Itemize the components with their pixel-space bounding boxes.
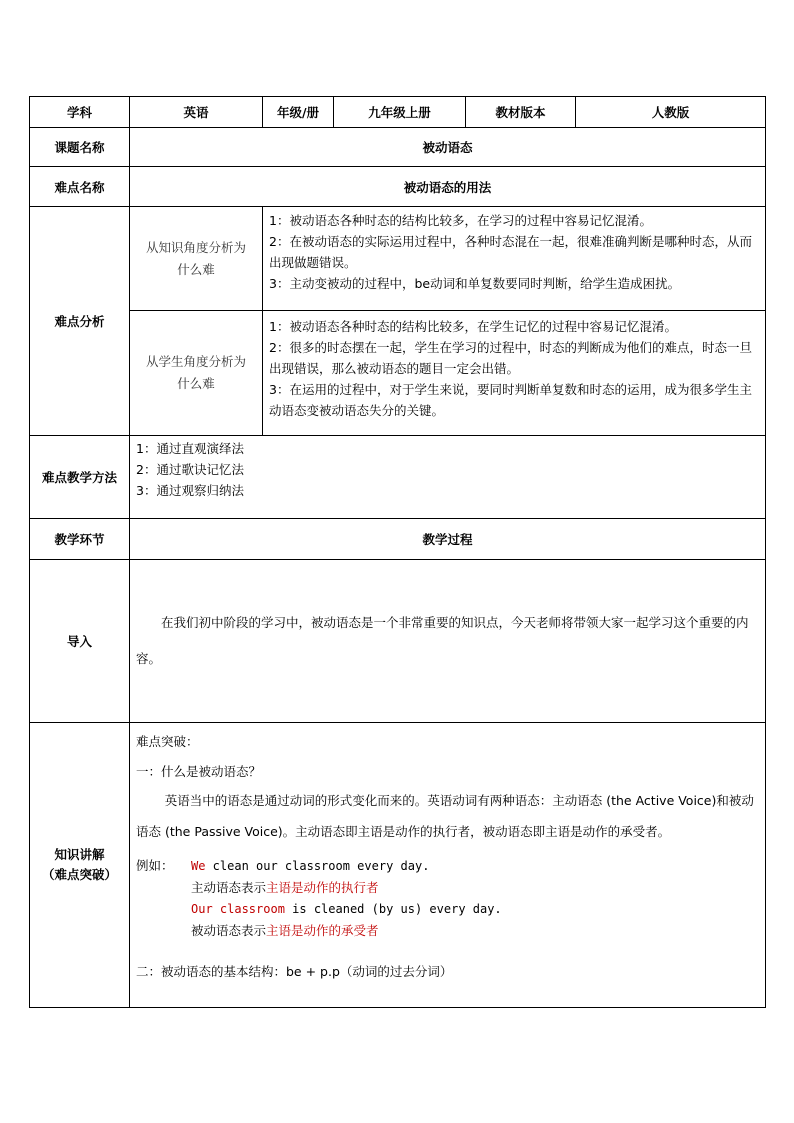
knowledge-angle-content (263, 207, 766, 311)
process-header-row (30, 519, 766, 560)
knowledge-angle-line-3: 3：主动变被动的过程中，be动词和单复数要同时判断，给学生造成困扰。 (269, 276, 681, 291)
lesson-plan-table (29, 96, 766, 1008)
methods-label: 难点教学方法 (30, 436, 130, 519)
example-2-note-highlight: 主语是动作的承受者 (266, 923, 379, 938)
student-angle-line-2: 2：很多的时态摆在一起，学生在学习的过程中，时态的判断成为他们的难点，时态一旦出现错误，那么被动语态的题目一定会出错。 (269, 340, 752, 376)
topic-value: 被动语态 (130, 128, 766, 167)
method-item: 2：通过歌诀记忆法 (136, 462, 244, 477)
example-block (136, 855, 759, 941)
example-1-note-highlight: 主语是动作的执行者 (266, 880, 379, 895)
example-2-subject: Our classroom (191, 902, 285, 916)
example-2-note-prefix: 被动语态表示 (191, 923, 267, 938)
example-1-subject: We (191, 859, 206, 873)
intro-row (30, 560, 766, 723)
example-note-1 (136, 877, 759, 898)
process-label: 教学过程 (130, 519, 766, 560)
example-sentence-2 (136, 898, 759, 920)
analysis-student-row (30, 311, 766, 436)
example-1-rest: clean our classroom every day. (205, 859, 430, 873)
difficulty-row (30, 167, 766, 207)
student-angle-line-1: 1：被动语态各种时态的结构比较多，在学生记忆的过程中容易记忆混淆。 (269, 319, 677, 334)
knowledge-angle-label: 从知识角度分析为什么难 (130, 207, 263, 311)
grade-label: 年级/册 (263, 97, 334, 128)
knowledge-label-line-2: （难点突破） (41, 867, 117, 882)
subject-label: 学科 (30, 97, 130, 128)
difficulty-label: 难点名称 (30, 167, 130, 207)
analysis-label: 难点分析 (30, 207, 130, 436)
topic-label: 课题名称 (30, 128, 130, 167)
intro-label: 导入 (30, 560, 130, 723)
student-angle-line-3: 3：在运用的过程中，对于学生来说，要同时判断单复数和时态的运用，成为很多学生主动语态变被动语态失分的关键。 (269, 382, 752, 418)
method-item: 1：通过直观演绎法 (136, 441, 244, 456)
knowledge-angle-line-1: 1：被动语态各种时态的结构比较多，在学习的过程中容易记忆混淆。 (269, 213, 652, 228)
knowledge-label (30, 723, 130, 1008)
analysis-knowledge-row (30, 207, 766, 311)
example-sentence-1 (136, 855, 759, 877)
edition-label: 教材版本 (466, 97, 576, 128)
knowledge-question-1: 一：什么是被动语态？ (136, 764, 262, 779)
knowledge-question-2: 二：被动语态的基本结构：be + p.p（动词的过去分词） (136, 964, 453, 979)
example-label: 例如： (136, 858, 174, 873)
knowledge-content (130, 723, 766, 1008)
intro-text: 在我们初中阶段的学习中，被动语态是一个非常重要的知识点，今天老师将带领大家一起学习这个重要的内容。 (130, 560, 766, 723)
student-angle-content (263, 311, 766, 436)
difficulty-value: 被动语态的用法 (130, 167, 766, 207)
knowledge-heading: 难点突破： (136, 734, 199, 749)
subject-value: 英语 (130, 97, 263, 128)
header-row (30, 97, 766, 128)
example-2-rest: is cleaned (by us) every day. (284, 902, 502, 916)
grade-value: 九年级上册 (334, 97, 466, 128)
method-item: 3：通过观察归纳法 (136, 483, 244, 498)
knowledge-body: 英语当中的语态是通过动词的形式变化而来的。英语动词有两种语态：主动语态 (the Active Voice)和被动语态 (the Passive Voice)。主动语态即主语是动作的执行者，被动语态即主语是动作的承受者。 (136, 793, 754, 839)
knowledge-angle-line-2: 2：在被动语态的实际运用过程中，各种时态混在一起，很难准确判断是哪种时态，从而出现做题错误。 (269, 234, 752, 270)
student-angle-label: 从学生角度分析为什么难 (130, 311, 263, 436)
example-1-note-prefix: 主动语态表示 (191, 880, 267, 895)
topic-row (30, 128, 766, 167)
stage-label: 教学环节 (30, 519, 130, 560)
example-note-2 (136, 920, 759, 941)
edition-value: 人教版 (576, 97, 766, 128)
knowledge-row (30, 723, 766, 1008)
knowledge-label-line-1: 知识讲解 (54, 847, 105, 862)
methods-row (30, 436, 766, 519)
methods-content (130, 436, 766, 519)
